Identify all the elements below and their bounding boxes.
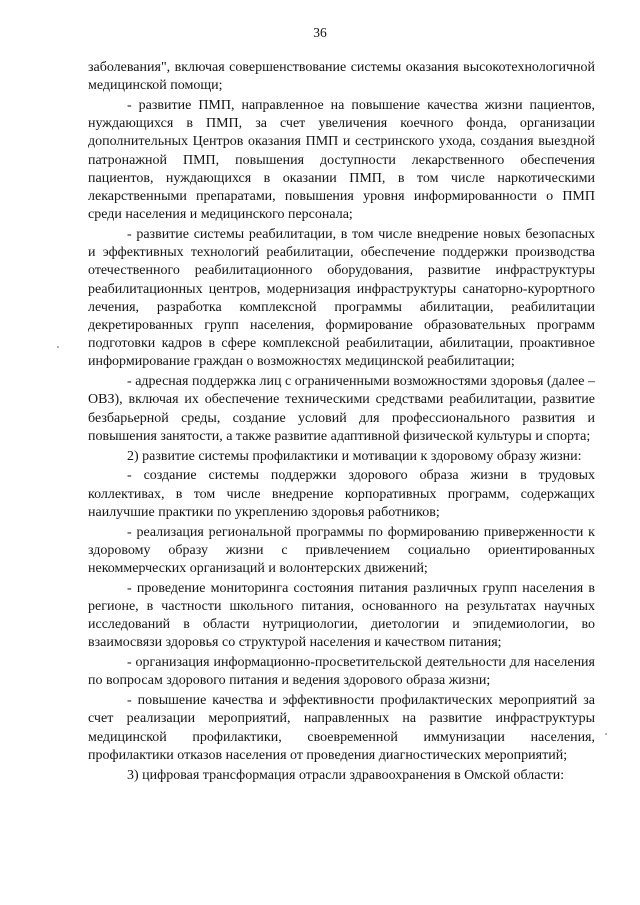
page-body (88, 59, 595, 786)
paragraph: - создание системы поддержки здорового образа жизни в трудовых коллективах, в том числе внедрение корпоративных программ, содержащих наилучшие практики по укреплению здоровья работников; (88, 468, 595, 520)
paragraph: - развитие ПМП, направленное на повышение качества жизни пациентов, нуждающихся в ПМП, за счет увеличения коечного фонда, организации дополнительных Центров оказания ПМП и сестринского ухода, создания выездной патронажной ПМП, повышения доступности лекарственного обеспечения пациентов, нуждающихся в оказании ПМП, в том числе наркотическими лекарственными препаратами, повышения уровня информированности о ПМП среди населения и медицинского персонала; (88, 98, 595, 223)
page-number: 36 (313, 25, 327, 40)
scan-speck (605, 733, 607, 735)
paragraph: 2) развитие системы профилактики и мотивации к здоровому образу жизни: (127, 448, 582, 464)
paragraph: - развитие системы реабилитации, в том числе внедрение новых безопасных и эффективных технологий реабилитации, обеспечение поддержки производства отечественного реабилитационного оборудования, развитие инфраструктуры реабилитационных центров, модернизация инфраструктуры санаторно-курортного лечения, разработка комплексной программы абилитации, реабилитации декретированных групп населения, формирование образовательных программ подготовки кадров в сфере комплексной реабилитации, абилитации, проактивное информирование граждан о возможностях медицинской реабилитации; (88, 227, 595, 370)
paragraph: заболевания", включая совершенствование системы оказания высокотехнологичной медицинской помощи; (88, 60, 595, 94)
paragraph: - адресная поддержка лиц с ограниченными возможностями здоровья (далее – ОВЗ), включая их обеспечение техническими средствами реабилитации, развитие безбарьерной среды, создание условий для профессионального развития и повышения занятости, а также развитие адаптивной физической культуры и спорта; (88, 374, 595, 444)
paragraph: 3) цифровая трансформация отрасли здравоохранения в Омской области: (127, 767, 565, 783)
scan-speck (57, 346, 59, 348)
paragraph: - реализация региональной программы по формированию приверженности к здоровому образу жизни с привлечением социально ориентированных некоммерческих организаций и волонтерских движений; (88, 524, 595, 577)
paragraph: - организация информационно-просветительской деятельности для населения по вопросам здорового питания и ведения здорового образа жизни; (88, 655, 595, 689)
paragraph: - повышение качества и эффективности профилактических мероприятий за счет реализации мероприятий, направленных на развитие инфраструктуры медицинской профилактики, своевременной иммунизации населения, профилактики отказов населения от проведения диагностических мероприятий; (88, 693, 595, 763)
paragraph: - проведение мониторинга состояния питания различных групп населения в регионе, в частности школьного питания, основанного на результатах научных исследований в области нутрициологии, диетологии и эпидемиологии, во взаимосвязи здоровья со структурой населения и качеством питания; (88, 580, 595, 651)
